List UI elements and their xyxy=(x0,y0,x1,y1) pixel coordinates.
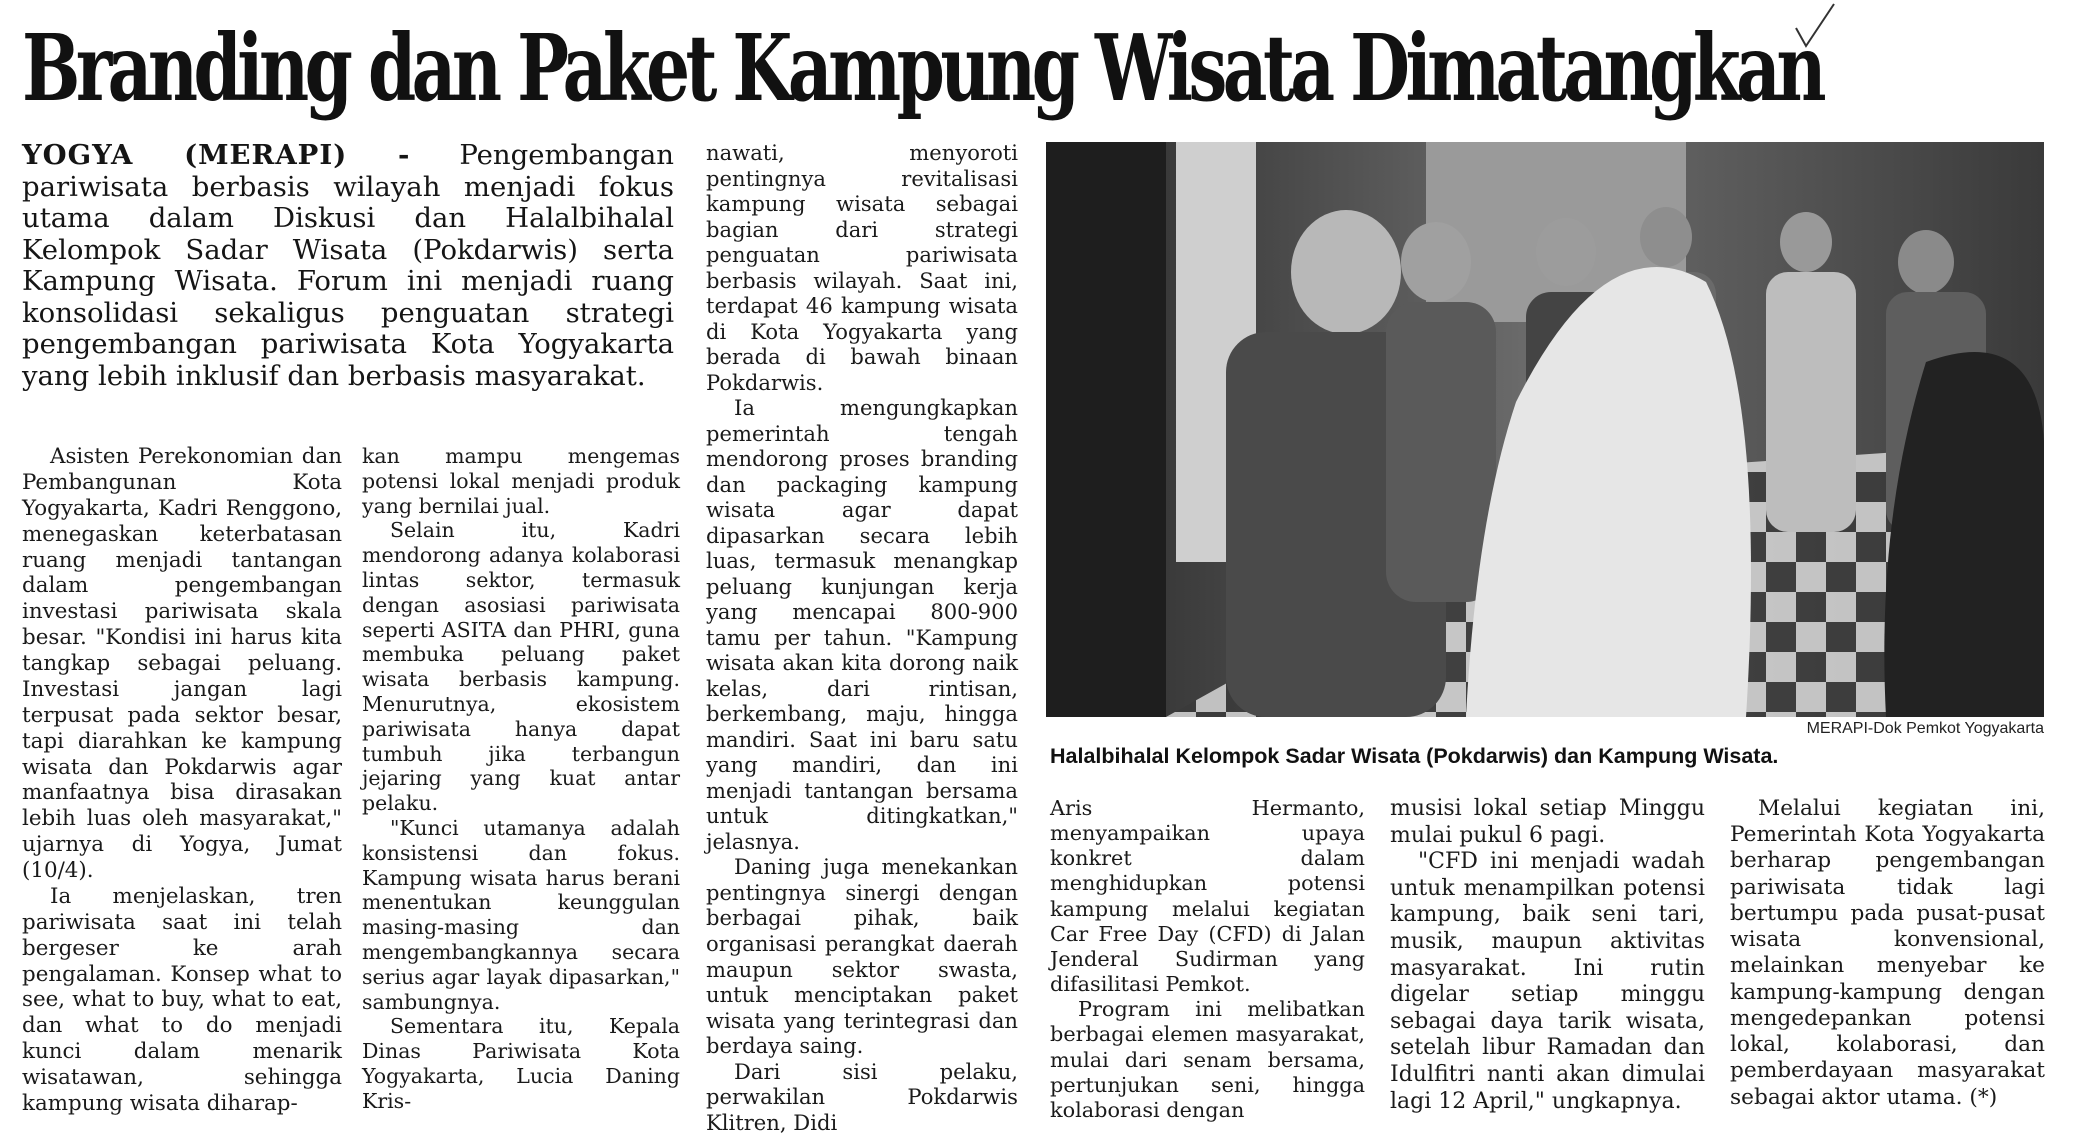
photo-credit: MERAPI-Dok Pemkot Yogyakarta xyxy=(1806,720,2044,737)
paragraph: Ia menjelaskan, tren pariwisata saat ini telah bergeser ke arah pengalaman. Konsep what to see, what to buy, what to eat, dan what to do menjadi kunci dalam menarik wisatawan, sehingga kampung wisata diharap- xyxy=(22,883,342,1116)
photo-image xyxy=(1046,142,2044,717)
paragraph: Program ini melibatkan berbagai elemen masyarakat, mulai dari senam bersama, pertunjukan seni, hingga kolaborasi dengan xyxy=(1050,997,1365,1122)
checkmark-icon xyxy=(1790,0,1840,60)
paragraph: Ia mengungkapkan pemerintah tengah mendorong proses branding dan packaging kampung wisata agar dapat dipasarkan secara lebih luas, termasuk menangkap peluang kunjungan kerja yang mencapai 800-900 tamu per tahun. "Kampung wisata akan kita dorong naik kelas, dari rintisan, berkembang, maju, hingga mandiri. Saat ini baru satu yang mandiri, dan ini menjadi tantangan bersama untuk ditingkatkan," jelasnya. xyxy=(706,395,1018,854)
photo-caption: Halalbihalal Kelompok Sadar Wisata (Pokdarwis) dan Kampung Wisata. xyxy=(1050,744,1779,768)
article-column-5 xyxy=(1390,796,1705,1115)
paragraph: Dari sisi pelaku, perwakilan Pokdarwis Klitren, Didi xyxy=(706,1058,1018,1135)
article-column-3 xyxy=(706,140,1018,1135)
paragraph: nawati, menyoroti pentingnya revitalisasi kampung wisata sebagai bagian dari strategi penguatan pariwisata berbasis wilayah. Saat ini, terdapat 46 kampung wisata di Kota Yogyakarta yang berada di bawah binaan Pokdarwis. xyxy=(706,140,1018,395)
paragraph: Asisten Perekonomian dan Pembangunan Kota Yogyakarta, Kadri Renggono, menegaskan keterbatasan ruang menjadi tantangan dalam pengembangan investasi pariwisata skala besar. "Kondisi ini harus kita tangkap sebagai peluang. Investasi jangan lagi terpusat pada sektor besar, tapi diarahkan ke kampung wisata dan Pokdarwis agar manfaatnya bisa dirasakan lebih luas oleh masyarakat," ujarnya di Yogya, Jumat (10/4). xyxy=(22,444,342,883)
article-column-4 xyxy=(1050,796,1365,1123)
paragraph: musisi lokal setiap Minggu mulai pukul 6 pagi. xyxy=(1390,796,1705,848)
paragraph: Selain itu, Kadri mendorong adanya kolaborasi lintas sektor, termasuk dengan asosiasi pariwisata seperti ASITA dan PHRI, guna membuka peluang paket wisata berbasis kampung. Menurutnya, ekosistem pariwisata hanya dapat tumbuh jika terbangun jejaring yang kuat antar pelaku. xyxy=(362,518,680,816)
paragraph: "Kunci utamanya adalah konsistensi dan fokus. Kampung wisata harus berani menentukan keunggulan masing-masing dan mengembangkannya secara serius agar layak dipasarkan," sambungnya. xyxy=(362,815,680,1014)
article-lead xyxy=(22,140,674,392)
paragraph: Daning juga menekankan pentingnya sinergi dengan berbagai pihak, baik organisasi perangkat daerah maupun sektor swasta, untuk menciptakan paket wisata yang terintegrasi dan berdaya saing. xyxy=(706,854,1018,1059)
paragraph: Melalui kegiatan ini, Pemerintah Kota Yogyakarta berharap pengembangan pariwisata tidak lagi bertumpu pada pusat-pusat wisata konvensional, melainkan menyebar ke kampung-kampung dengan mengedepankan potensi lokal, kolaborasi, dan pemberdayaan masyarakat sebagai aktor utama. (*) xyxy=(1730,796,2045,1110)
lead-text: Pengembangan pariwisata berbasis wilayah menjadi fokus utama dalam Diskusi dan Halalbihalal Kelompok Sadar Wisata (Pokdarwis) serta Kampung Wisata. Forum ini menjadi ruang konsolidasi sekaligus penguatan strategi pengembangan pariwisata Kota Yogyakarta yang lebih inklusif dan berbasis masyarakat. xyxy=(22,139,675,392)
article-column-2 xyxy=(362,444,680,1114)
dateline: YOGYA (MERAPI) - xyxy=(22,139,411,171)
paragraph: Aris Hermanto, menyampaikan upaya konkret dalam menghidupkan potensi kampung melalui kegiatan Car Free Day (CFD) di Jalan Jenderal Sudirman yang difasilitasi Pemkot. xyxy=(1050,796,1365,997)
article-headline: Branding dan Paket Kampung Wisata Dimatangkan xyxy=(22,14,1823,122)
article-column-1 xyxy=(22,444,342,1117)
paragraph: kan mampu mengemas potensi lokal menjadi produk yang bernilai jual. xyxy=(362,444,680,518)
paragraph: Sementara itu, Kepala Dinas Pariwisata Kota Yogyakarta, Lucia Daning Kris- xyxy=(362,1014,680,1113)
article-column-6 xyxy=(1730,796,2045,1111)
paragraph: "CFD ini menjadi wadah untuk menampilkan potensi kampung, baik seni tari, musik, maupun aktivitas masyarakat. Ini rutin digelar setiap minggu sebagai daya tarik wisata, setelah libur Ramadan dan Idulfitri nanti akan dimulai lagi 12 April," ungkapnya. xyxy=(1390,849,1705,1114)
news-photo xyxy=(1046,142,2044,717)
